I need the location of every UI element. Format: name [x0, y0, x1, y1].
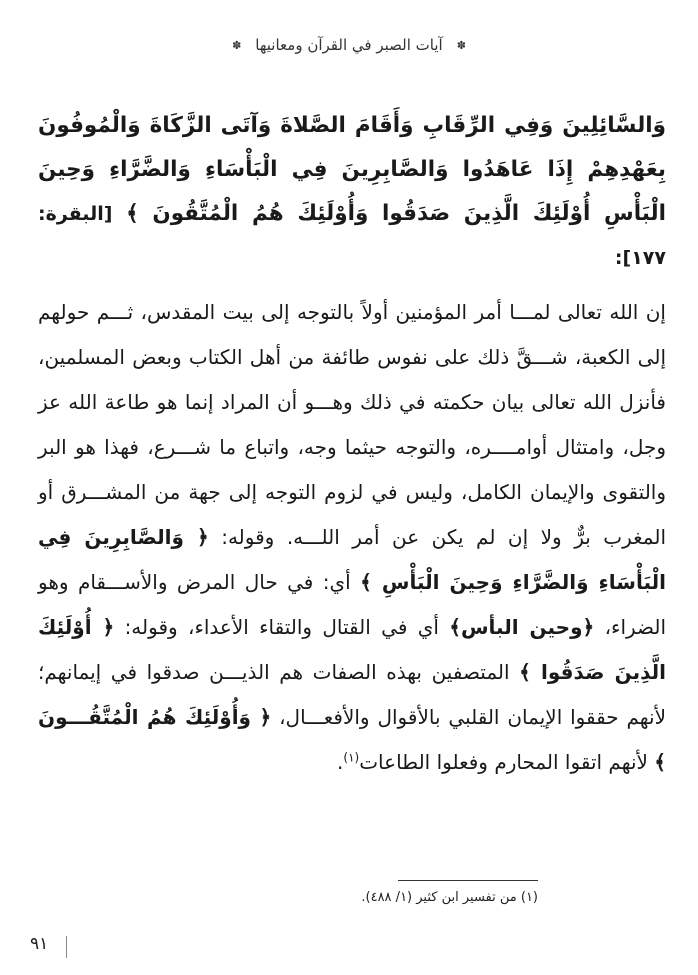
header-ornament-right: ✽ — [456, 39, 466, 52]
quran-verse — [38, 104, 666, 280]
quote-hin-albas: ﴿وحين البأس﴾ — [449, 615, 595, 639]
header-title: آيات الصبر في القرآن ومعانيها — [255, 36, 443, 54]
running-header — [0, 36, 698, 54]
footnote-separator — [398, 880, 538, 881]
para-part-3: أي في القتال والتقاء الأعداء، وقوله: — [124, 615, 439, 639]
para-part-2: أي: في حال المرض والأســـقام وهو الضراء، — [38, 570, 667, 639]
page-number: ٩١ — [30, 934, 49, 954]
para-end: . — [337, 750, 344, 774]
para-part-4: المتصفين بهذه الصفات هم الذيـــن صدقوا في إيمانهم؛ لأنهم حققوا الإيمان القلبي بالأقوال والأفعـــال، — [38, 660, 667, 729]
verse-text: وَالسَّائِلِينَ وَفِي الرِّقَابِ وَأَقَامَ الصَّلاةَ وَآتَى الزَّكَاةَ وَالْمُوفُونَ بِعَهْدِهِمْ إِذَا عَاهَدُوا وَالصَّابِرِينَ فِي الْبَأْسَاءِ وَالضَّرَّاءِ وَحِينَ الْبَأْسِ أُوْلَئِكَ الَّذِينَ صَدَقُوا وَأُوْلَئِكَ هُمُ الْمُتَّقُونَ ﴾ — [38, 113, 666, 226]
main-text — [38, 104, 666, 785]
header-ornament-left: ✽ — [232, 39, 242, 52]
para-part-1: إن الله تعالى لمـــا أمر المؤمنين أولاً بالتوجه إلى بيت المقدس، ثـــم حولهم إلى الكعبة، شـــقَّ ذلك على نفوس طائفة من أهل الكتاب وبعض المسلمين، فأنزل الله تعالى بيان حكمته في ذلك وهـــو أن المراد إنما هو طاعة الله عز وجل، وامتثال أوامــــره، والتوجه حيثما وجه، واتباع ما شـــرع، فهذا هو البر والتقوى والإيمان الكامل، وليس في لزوم التوجه إلى جهة من المشـــرق أو المغرب برٌّ ولا إن لم يكن عن أمر اللـــه. وقوله: — [38, 300, 667, 549]
footnote: (١) من تفسير ابن كثير (١/ ٤٨٨). — [361, 890, 538, 905]
quote-muttaqun: ﴿ وَأُوْلَئِكَ هُمُ الْمُتَّقُـــونَ ﴾ — [38, 705, 666, 774]
quote-sadaqu: ﴿ أُوْلَئِكَ الَّذِينَ صَدَقُوا ﴾ — [38, 615, 666, 684]
para-part-5: لأنهم اتقوا المحارم وفعلوا الطاعات — [359, 750, 648, 774]
footnote-marker[interactable]: (١) — [343, 750, 360, 765]
page-number-divider — [66, 936, 67, 958]
quote-sabirin: ﴿ وَالصَّابِرِينَ فِي الْبَأْسَاءِ وَالضَّرَّاءِ وَحِينَ الْبَأْسِ ﴾ — [38, 525, 666, 594]
verse-reference: [البقرة: ١٧٧]: — [38, 203, 666, 269]
commentary-paragraph — [38, 290, 666, 785]
